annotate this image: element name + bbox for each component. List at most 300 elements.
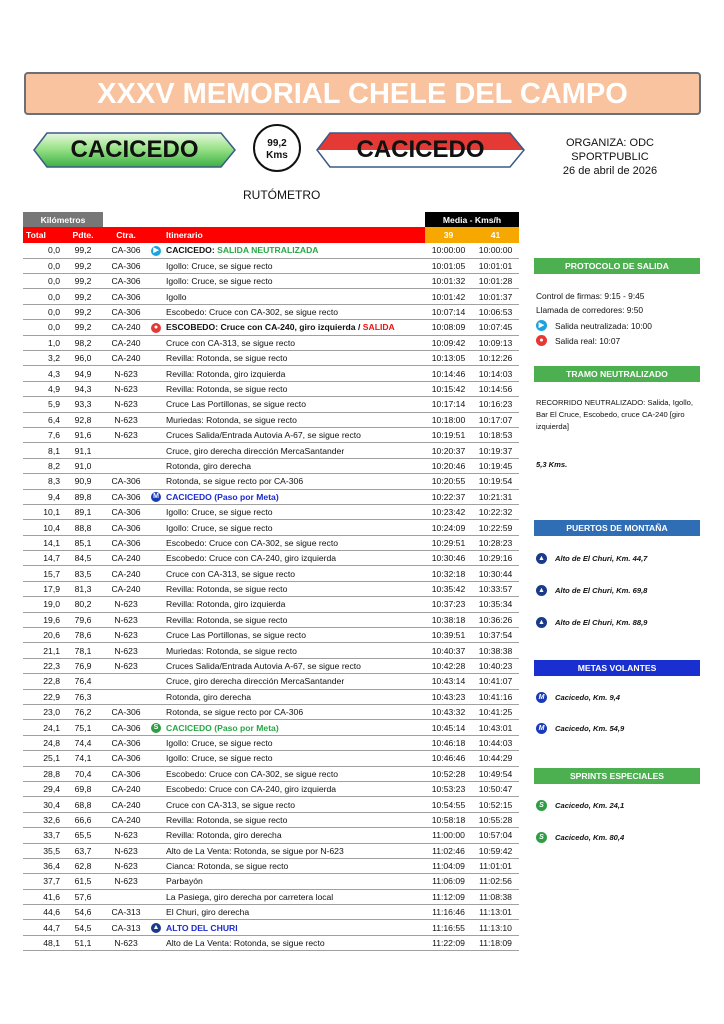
- time-41-cell: 10:00:00: [472, 243, 519, 258]
- time-39-cell: 10:08:09: [425, 320, 472, 335]
- real-start-icon: ●: [151, 323, 161, 333]
- itinerary-cell: [163, 751, 425, 766]
- km-total-cell: 24,1: [23, 720, 63, 735]
- table-row: [23, 781, 519, 796]
- km-total-cell: 20,6: [23, 628, 63, 643]
- km-total-cell: 6,4: [23, 412, 63, 427]
- table-row: [23, 397, 519, 412]
- time-41-cell: 11:08:38: [472, 889, 519, 904]
- start-city: CACICEDO: [70, 136, 199, 163]
- time-39-cell: 10:58:18: [425, 812, 472, 827]
- start-city-banner: [33, 132, 236, 168]
- itinerary-text: Revilla: Rotonda, se sigue recto: [166, 383, 288, 394]
- table-row: [23, 735, 519, 750]
- km-pending-cell: 99,2: [63, 243, 103, 258]
- itinerary-text: El Churi, giro derecha: [166, 907, 250, 918]
- time-39-cell: 10:20:55: [425, 474, 472, 489]
- road-cell: N-623: [103, 597, 149, 612]
- km-total-cell: 21,1: [23, 643, 63, 658]
- meta-icon: M: [536, 692, 547, 703]
- time-39-cell: 10:46:18: [425, 735, 472, 750]
- salida-neutralizada-text: Salida neutralizada: 10:00: [555, 320, 652, 331]
- itinerary-text: Alto de La Venta: Rotonda, se sigue por N-623: [166, 845, 344, 856]
- km-total-cell: 25,1: [23, 751, 63, 766]
- road-cell: N-623: [103, 658, 149, 673]
- icon-cell: [149, 443, 163, 458]
- itinerary-cell: [163, 781, 425, 796]
- km-pending-cell: 94,9: [63, 366, 103, 381]
- km-pending-cell: 88,8: [63, 520, 103, 535]
- table-row: [23, 274, 519, 289]
- time-41-cell: 10:36:26: [472, 612, 519, 627]
- road-cell: [103, 674, 149, 689]
- itinerary-text: Igollo: Cruce, se sigue recto: [166, 753, 273, 764]
- time-41-cell: 10:33:57: [472, 581, 519, 596]
- puertos-header: PUERTOS DE MONTAÑA: [534, 520, 700, 536]
- icon-cell: [149, 474, 163, 489]
- icon-cell: [149, 720, 163, 735]
- organizer-block: [530, 136, 690, 178]
- time-39-cell: 10:32:18: [425, 566, 472, 581]
- itinerary-cell: [163, 243, 425, 258]
- neutral-start-icon: ▶: [151, 246, 161, 256]
- icon-cell: [149, 658, 163, 673]
- itinerary-text: Revilla: Rotonda, se sigue recto: [166, 353, 288, 364]
- km-total-cell: 8,2: [23, 458, 63, 473]
- itinerary-text: CACICEDO (Paso por Meta): [166, 722, 279, 733]
- table-row: [23, 628, 519, 643]
- itinerary-cell: [163, 643, 425, 658]
- km-pending-cell: 79,6: [63, 612, 103, 627]
- road-cell: CA-240: [103, 335, 149, 350]
- time-41-cell: 10:29:16: [472, 551, 519, 566]
- icon-cell: [149, 781, 163, 796]
- km-pending-cell: 76,4: [63, 674, 103, 689]
- road-cell: CA-240: [103, 781, 149, 796]
- time-41-cell: 10:19:37: [472, 443, 519, 458]
- time-41-cell: 10:59:42: [472, 843, 519, 858]
- time-39-cell: 11:00:00: [425, 828, 472, 843]
- table-column-header: [23, 227, 519, 242]
- time-39-cell: 10:37:23: [425, 597, 472, 612]
- puerto-item: [536, 585, 647, 596]
- itinerary-text: Escobedo: Cruce con CA-240, giro izquierda: [166, 553, 337, 564]
- road-cell: CA-306: [103, 289, 149, 304]
- time-41-cell: 10:44:03: [472, 735, 519, 750]
- km-total-cell: 3,2: [23, 351, 63, 366]
- col-speed-39: 39: [425, 227, 472, 242]
- km-pending-cell: 99,2: [63, 258, 103, 273]
- itinerary-cell: [163, 289, 425, 304]
- road-cell: CA-306: [103, 258, 149, 273]
- road-cell: CA-306: [103, 520, 149, 535]
- itinerary-cell: [163, 381, 425, 396]
- icon-cell: [149, 828, 163, 843]
- icon-cell: [149, 628, 163, 643]
- time-39-cell: 10:14:46: [425, 366, 472, 381]
- time-41-cell: 11:13:01: [472, 905, 519, 920]
- time-39-cell: 10:40:37: [425, 643, 472, 658]
- itinerary-cell: [163, 935, 425, 950]
- time-41-cell: 10:21:31: [472, 489, 519, 504]
- itinerary-text: SALIDA: [362, 322, 395, 333]
- itinerary-cell: [163, 335, 425, 350]
- road-cell: N-623: [103, 874, 149, 889]
- road-cell: CA-306: [103, 751, 149, 766]
- km-total-cell: 22,3: [23, 658, 63, 673]
- mountain-icon: ▲: [536, 553, 547, 564]
- km-pending-cell: 92,8: [63, 412, 103, 427]
- road-cell: CA-306: [103, 489, 149, 504]
- table-row: [23, 766, 519, 781]
- km-pending-cell: 99,2: [63, 274, 103, 289]
- table-group-header: [23, 212, 519, 227]
- km-pending-cell: 91,1: [63, 443, 103, 458]
- itinerary-cell: [163, 474, 425, 489]
- time-39-cell: 10:38:18: [425, 612, 472, 627]
- road-cell: N-623: [103, 858, 149, 873]
- time-41-cell: 10:22:32: [472, 504, 519, 519]
- time-39-cell: 10:01:05: [425, 258, 472, 273]
- itinerary-text: Muriedas: Rotonda, se sigue recto: [166, 414, 297, 425]
- itinerary-text: Igollo: Cruce, se sigue recto: [166, 260, 273, 271]
- time-39-cell: 10:24:09: [425, 520, 472, 535]
- organizer: ORGANIZA: ODC SPORTPUBLIC: [565, 137, 654, 163]
- table-row: [23, 720, 519, 735]
- page-title: XXXV MEMORIAL CHELE DEL CAMPO: [24, 72, 701, 115]
- itinerary-text: ESCOBEDO: Cruce con CA-240, giro izquierda /: [166, 322, 363, 333]
- road-cell: CA-306: [103, 304, 149, 319]
- icon-cell: [149, 243, 163, 258]
- km-pending-cell: 85,1: [63, 535, 103, 550]
- itinerary-cell: [163, 258, 425, 273]
- road-cell: CA-313: [103, 905, 149, 920]
- km-total-cell: 10,1: [23, 504, 63, 519]
- itinerary-cell: [163, 458, 425, 473]
- itinerary-cell: [163, 874, 425, 889]
- itinerary-cell: [163, 720, 425, 735]
- km-pending-cell: 62,8: [63, 858, 103, 873]
- km-pending-cell: 76,9: [63, 658, 103, 673]
- distance-value: 99,2: [267, 138, 287, 149]
- itinerary-text: Cruce con CA-313, se sigue recto: [166, 568, 295, 579]
- km-total-cell: 44,6: [23, 905, 63, 920]
- table-row: [23, 935, 519, 950]
- km-pending-cell: 91,6: [63, 427, 103, 442]
- itinerary-text: Igollo: Cruce, se sigue recto: [166, 507, 273, 518]
- road-cell: CA-313: [103, 920, 149, 935]
- km-pending-cell: 81,3: [63, 581, 103, 596]
- table-row: [23, 889, 519, 904]
- itinerary-text: Igollo: Cruce, se sigue recto: [166, 522, 273, 533]
- table-row: [23, 597, 519, 612]
- km-group-header: Kilómetros: [23, 212, 103, 227]
- salida-neutralizada-note: [536, 320, 652, 331]
- itinerary-text: Revilla: Rotonda, se sigue recto: [166, 584, 288, 595]
- km-total-cell: 7,6: [23, 427, 63, 442]
- km-pending-cell: 96,0: [63, 351, 103, 366]
- icon-cell: [149, 751, 163, 766]
- itinerary-cell: [163, 351, 425, 366]
- table-row: [23, 535, 519, 550]
- table-row: [23, 289, 519, 304]
- icon-cell: [149, 920, 163, 935]
- icon-cell: [149, 520, 163, 535]
- icon-cell: [149, 935, 163, 950]
- time-41-cell: 10:50:47: [472, 781, 519, 796]
- time-39-cell: 10:18:00: [425, 412, 472, 427]
- km-pending-cell: 78,1: [63, 643, 103, 658]
- km-pending-cell: 84,5: [63, 551, 103, 566]
- km-pending-cell: 94,3: [63, 381, 103, 396]
- table-row: [23, 351, 519, 366]
- mountain-icon: ▲: [536, 617, 547, 628]
- time-41-cell: 11:02:56: [472, 874, 519, 889]
- meta-item-text: Cacicedo, Km. 54,9: [555, 724, 625, 733]
- km-total-cell: 33,7: [23, 828, 63, 843]
- itinerary-text: Revilla: Rotonda, giro izquierda: [166, 368, 286, 379]
- meta-item: [536, 723, 624, 734]
- table-row: [23, 366, 519, 381]
- km-total-cell: 0,0: [23, 274, 63, 289]
- time-39-cell: 11:02:46: [425, 843, 472, 858]
- km-total-cell: 5,9: [23, 397, 63, 412]
- km-total-cell: 0,0: [23, 289, 63, 304]
- itinerary-text: Muriedas: Rotonda, se sigue recto: [166, 645, 297, 656]
- itinerary-cell: [163, 843, 425, 858]
- table-row: [23, 474, 519, 489]
- road-cell: CA-240: [103, 351, 149, 366]
- km-pending-cell: 54,5: [63, 920, 103, 935]
- time-41-cell: 10:16:23: [472, 397, 519, 412]
- tramo-header: TRAMO NEUTRALIZADO: [534, 366, 700, 382]
- road-cell: CA-240: [103, 320, 149, 335]
- road-cell: CA-240: [103, 812, 149, 827]
- km-total-cell: 14,1: [23, 535, 63, 550]
- km-pending-cell: 83,5: [63, 566, 103, 581]
- time-41-cell: 10:14:03: [472, 366, 519, 381]
- itinerary-cell: [163, 535, 425, 550]
- time-41-cell: 10:43:01: [472, 720, 519, 735]
- icon-cell: [149, 274, 163, 289]
- icon-cell: [149, 335, 163, 350]
- puerto-item: [536, 617, 647, 628]
- icon-cell: [149, 412, 163, 427]
- table-row: [23, 243, 519, 258]
- icon-cell: [149, 735, 163, 750]
- km-pending-cell: 80,2: [63, 597, 103, 612]
- km-pending-cell: 89,1: [63, 504, 103, 519]
- icon-cell: [149, 874, 163, 889]
- sprint-icon: S: [536, 832, 547, 843]
- km-total-cell: 17,9: [23, 581, 63, 596]
- km-total-cell: 48,1: [23, 935, 63, 950]
- meta-item-text: Cacicedo, Km. 9,4: [555, 693, 620, 702]
- itinerary-text: ALTO DEL CHURI: [166, 922, 238, 933]
- icon-cell: [149, 566, 163, 581]
- time-39-cell: 10:54:55: [425, 797, 472, 812]
- itinerary-cell: [163, 581, 425, 596]
- time-41-cell: 10:09:13: [472, 335, 519, 350]
- salida-real-text: Salida real: 10:07: [555, 335, 621, 346]
- icon-cell: [149, 612, 163, 627]
- icon-cell: [149, 381, 163, 396]
- itinerary-text: Cruce, giro derecha dirección MercaSantander: [166, 445, 345, 456]
- time-39-cell: 10:13:05: [425, 351, 472, 366]
- time-41-cell: 10:17:07: [472, 412, 519, 427]
- itinerary-cell: [163, 520, 425, 535]
- time-39-cell: 11:04:09: [425, 858, 472, 873]
- itinerary-cell: [163, 551, 425, 566]
- km-total-cell: 28,8: [23, 766, 63, 781]
- icon-cell: [149, 258, 163, 273]
- table-row: [23, 581, 519, 596]
- icon-cell: [149, 366, 163, 381]
- road-cell: N-623: [103, 381, 149, 396]
- time-41-cell: 11:13:10: [472, 920, 519, 935]
- time-41-cell: 10:40:23: [472, 658, 519, 673]
- time-41-cell: 10:49:54: [472, 766, 519, 781]
- road-cell: [103, 689, 149, 704]
- time-39-cell: 10:46:46: [425, 751, 472, 766]
- itinerary-cell: [163, 920, 425, 935]
- icon-cell: [149, 643, 163, 658]
- table-row: [23, 751, 519, 766]
- icon-cell: [149, 458, 163, 473]
- icon-cell: [149, 797, 163, 812]
- mountain-icon: ▲: [536, 585, 547, 596]
- itinerary-cell: [163, 489, 425, 504]
- llamada-corredores: Llamada de corredores: 9:50: [536, 305, 644, 315]
- finish-city-banner: [316, 132, 525, 168]
- itinerary-text: Revilla: Rotonda, giro izquierda: [166, 599, 286, 610]
- road-cell: CA-306: [103, 474, 149, 489]
- time-39-cell: 10:43:23: [425, 689, 472, 704]
- time-41-cell: 10:41:16: [472, 689, 519, 704]
- time-39-cell: 10:23:42: [425, 504, 472, 519]
- km-pending-cell: 98,2: [63, 335, 103, 350]
- itinerary-cell: [163, 828, 425, 843]
- time-41-cell: 10:41:07: [472, 674, 519, 689]
- km-total-cell: 30,4: [23, 797, 63, 812]
- sprint-icon: S: [536, 800, 547, 811]
- itinerary-cell: [163, 858, 425, 873]
- time-39-cell: 10:43:14: [425, 674, 472, 689]
- time-39-cell: 10:39:51: [425, 628, 472, 643]
- itinerary-cell: [163, 427, 425, 442]
- itinerary-text: Escobedo: Cruce con CA-302, se sigue recto: [166, 768, 338, 779]
- sprint-icon: S: [151, 723, 161, 733]
- itinerary-text: Rotonda, se sigue recto por CA-306: [166, 707, 304, 718]
- time-41-cell: 10:14:56: [472, 381, 519, 396]
- road-cell: CA-306: [103, 535, 149, 550]
- km-total-cell: 8,3: [23, 474, 63, 489]
- icon-cell: [149, 674, 163, 689]
- road-cell: CA-240: [103, 551, 149, 566]
- sprint-item-text: Cacicedo, Km. 80,4: [555, 833, 625, 842]
- time-39-cell: 10:19:51: [425, 427, 472, 442]
- media-group-header: Media - Kms/h: [425, 212, 519, 227]
- time-41-cell: 10:01:01: [472, 258, 519, 273]
- km-total-cell: 36,4: [23, 858, 63, 873]
- km-total-cell: 23,0: [23, 705, 63, 720]
- km-pending-cell: 76,2: [63, 705, 103, 720]
- col-ctra: Ctra.: [103, 227, 149, 242]
- road-cell: N-623: [103, 366, 149, 381]
- km-pending-cell: 90,9: [63, 474, 103, 489]
- km-pending-cell: 68,8: [63, 797, 103, 812]
- itinerary-cell: [163, 797, 425, 812]
- sprint-item: [536, 832, 624, 843]
- road-cell: N-623: [103, 628, 149, 643]
- table-row: [23, 381, 519, 396]
- time-39-cell: 10:20:46: [425, 458, 472, 473]
- km-total-cell: 1,0: [23, 335, 63, 350]
- itinerary-cell: [163, 705, 425, 720]
- km-pending-cell: 99,2: [63, 320, 103, 335]
- km-total-cell: 14,7: [23, 551, 63, 566]
- itinerary-text: Igollo: Cruce, se sigue recto: [166, 276, 273, 287]
- table-row: [23, 828, 519, 843]
- itinerary-cell: [163, 366, 425, 381]
- table-row: [23, 520, 519, 535]
- itinerary-text: Cruces Salida/Entrada Autovia A-67, se sigue recto: [166, 661, 361, 672]
- km-pending-cell: 65,5: [63, 828, 103, 843]
- km-total-cell: 19,0: [23, 597, 63, 612]
- icon-cell: [149, 320, 163, 335]
- time-41-cell: 10:12:26: [472, 351, 519, 366]
- time-39-cell: 10:01:32: [425, 274, 472, 289]
- icon-cell: [149, 504, 163, 519]
- icon-cell: [149, 551, 163, 566]
- table-row: [23, 335, 519, 350]
- puerto-item-text: Alto de El Churi, Km. 44,7: [555, 554, 648, 563]
- table-row: [23, 612, 519, 627]
- real-start-icon: ●: [536, 335, 547, 346]
- road-cell: CA-306: [103, 705, 149, 720]
- itinerary-text: Cruce Las Portillonas, se sigue recto: [166, 399, 306, 410]
- time-39-cell: 10:20:37: [425, 443, 472, 458]
- itinerary-cell: [163, 443, 425, 458]
- table-row: [23, 812, 519, 827]
- icon-cell: [149, 689, 163, 704]
- itinerary-text: Igollo: [166, 291, 187, 302]
- itinerary-cell: [163, 766, 425, 781]
- itinerary-cell: [163, 812, 425, 827]
- itinerary-text: Rotonda, se sigue recto por CA-306: [166, 476, 304, 487]
- time-39-cell: 10:07:14: [425, 304, 472, 319]
- km-total-cell: 41,6: [23, 889, 63, 904]
- time-41-cell: 10:38:38: [472, 643, 519, 658]
- mountain-icon: ▲: [152, 924, 160, 932]
- itinerary-text: Revilla: Rotonda, giro derecha: [166, 830, 282, 841]
- itinerary-cell: [163, 412, 425, 427]
- km-total-cell: 24,8: [23, 735, 63, 750]
- road-cell: N-623: [103, 612, 149, 627]
- icon-cell: [149, 843, 163, 858]
- km-total-cell: 9,4: [23, 489, 63, 504]
- race-date: 26 de abril de 2026: [562, 165, 658, 177]
- km-pending-cell: 57,6: [63, 889, 103, 904]
- protocolo-header: PROTOCOLO DE SALIDA: [534, 258, 700, 274]
- time-41-cell: 10:28:23: [472, 535, 519, 550]
- km-pending-cell: 75,1: [63, 720, 103, 735]
- table-row: [23, 920, 519, 935]
- time-41-cell: 10:19:45: [472, 458, 519, 473]
- road-cell: CA-240: [103, 566, 149, 581]
- km-total-cell: 0,0: [23, 243, 63, 258]
- time-39-cell: 10:22:37: [425, 489, 472, 504]
